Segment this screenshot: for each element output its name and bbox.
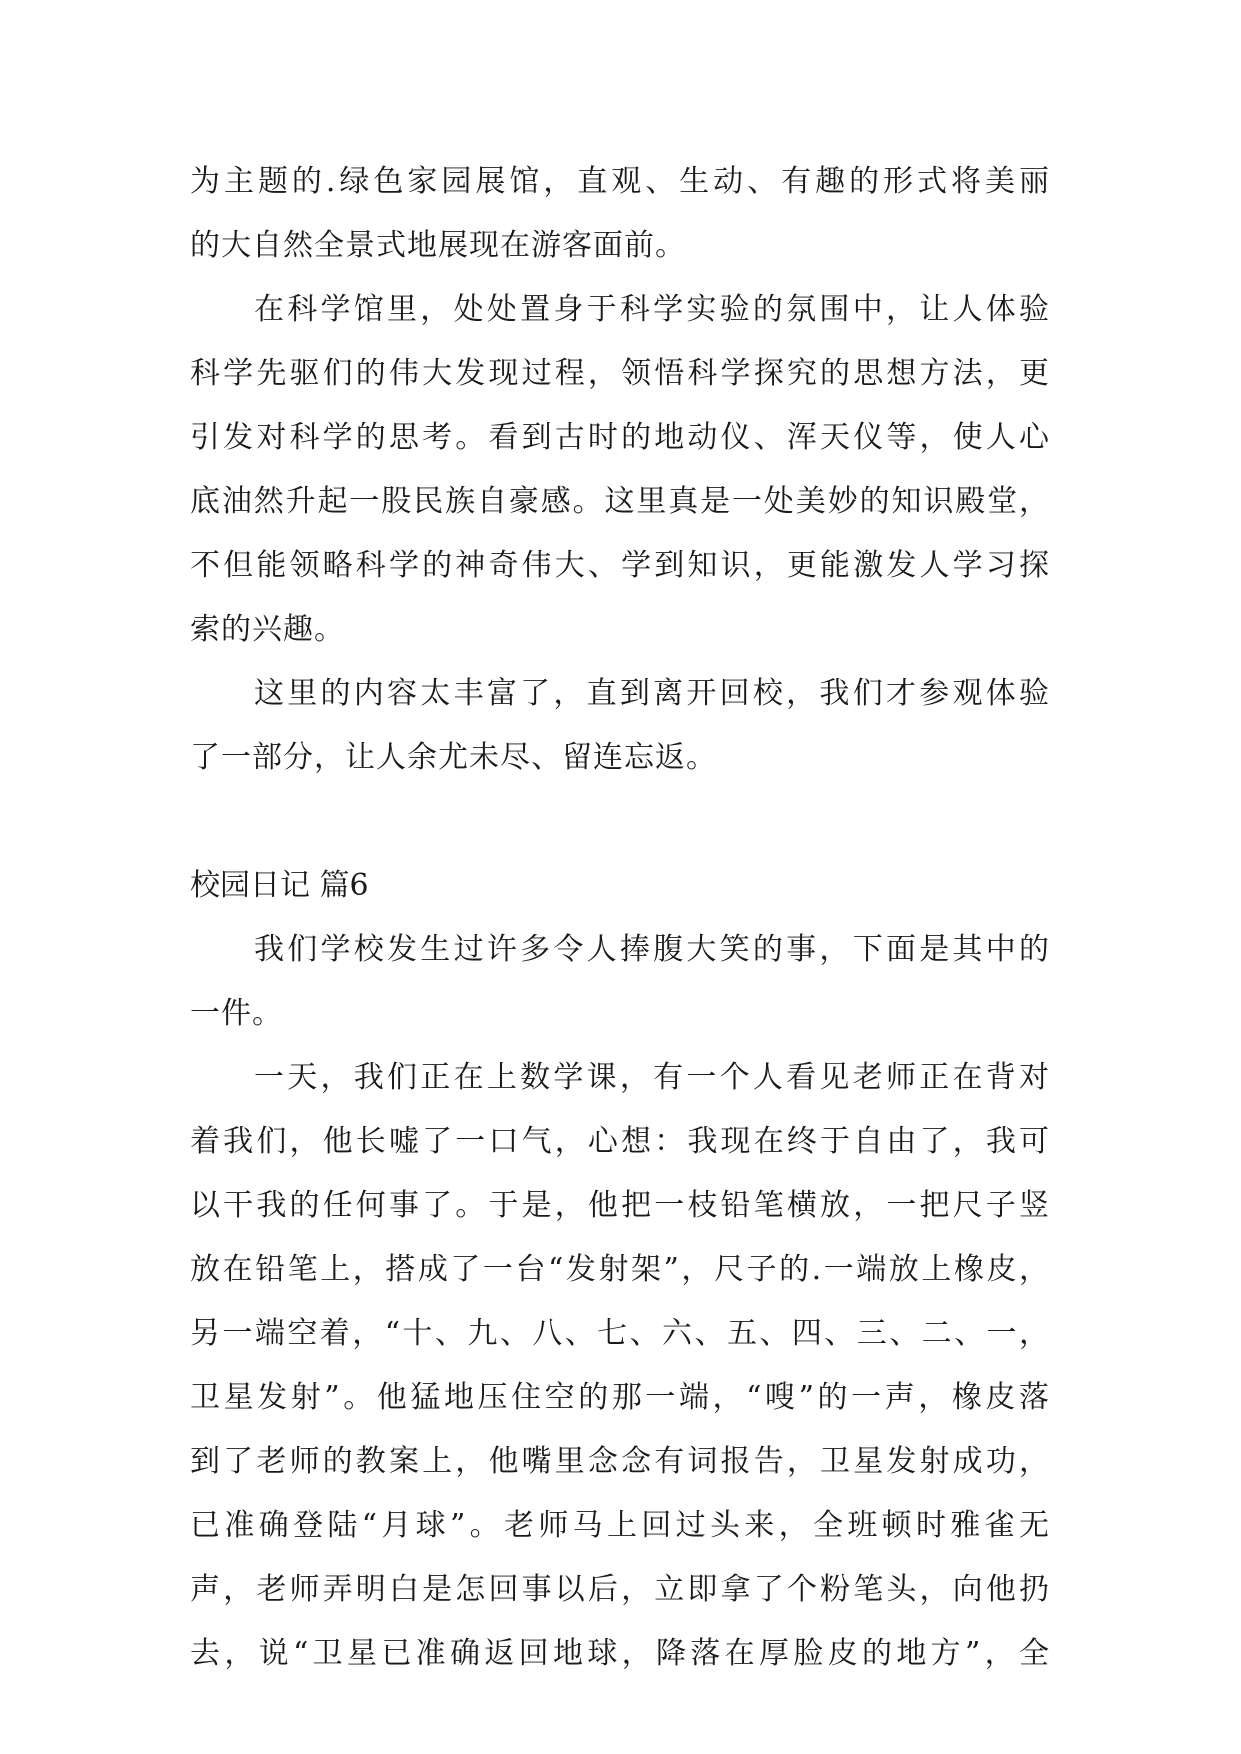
- text-line: 以干我的任何事了。于是，他把一枝铅笔横放，一把尺子竖: [190, 1188, 1050, 1223]
- text-line: 卫星发射”。他猛地压住空的那一端，“嗖”的一声，橡皮落: [190, 1380, 1050, 1415]
- text-line: 科学先驱们的伟大发现过程，领悟科学探究的思想方法，更: [190, 356, 1050, 391]
- text-line: 我们学校发生过许多令人捧腹大笑的事，下面是其中的: [254, 932, 1050, 967]
- paragraph: [190, 918, 1050, 1046]
- text-line: 另一端空着，“十、九、八、七、六、五、四、三、二、一，: [190, 1316, 1050, 1351]
- text-line: 引发对科学的思考。看到古时的地动仪、浑天仪等，使人心: [190, 420, 1050, 455]
- text-line: 的大自然全景式地展现在游客面前。: [190, 228, 686, 263]
- text-line: 在科学馆里，处处置身于科学实验的氛围中，让人体验: [254, 292, 1050, 327]
- paragraph: [190, 1046, 1050, 1686]
- text-line: 不但能领略科学的神奇伟大、学到知识，更能激发人学习探: [190, 548, 1050, 583]
- text-line: 到了老师的教案上，他嘴里念念有词报告，卫星发射成功，: [190, 1444, 1050, 1479]
- text-line: 了一部分，让人余尤未尽、留连忘返。: [190, 740, 717, 775]
- text-line: 一天，我们正在上数学课，有一个人看见老师正在背对: [254, 1060, 1050, 1095]
- text-line: 声，老师弄明白是怎回事以后，立即拿了个粉笔头，向他扔: [190, 1572, 1050, 1607]
- blank-line: [190, 790, 1050, 854]
- text-line: 着我们，他长嘘了一口气，心想：我现在终于自由了，我可: [190, 1124, 1050, 1159]
- text-line: 索的兴趣。: [190, 612, 345, 647]
- text-line: 为主题的.绿色家园展馆，直观、生动、有趣的形式将美丽: [190, 164, 1050, 199]
- paragraph: [190, 278, 1050, 662]
- text-line: 放在铅笔上，搭成了一台“发射架”，尺子的.一端放上橡皮，: [190, 1252, 1050, 1287]
- text-line: 已准确登陆“月球”。老师马上回过头来，全班顿时雅雀无: [190, 1508, 1050, 1543]
- document-page: [190, 150, 1050, 1686]
- text-line: 去，说“卫星已准确返回地球，降落在厚脸皮的地方”，全: [190, 1636, 1050, 1671]
- text-line: 这里的内容太丰富了，直到离开回校，我们才参观体验: [254, 676, 1050, 711]
- paragraph: [190, 150, 1050, 278]
- section-heading: 校园日记 篇6: [190, 868, 369, 903]
- paragraph: [190, 662, 1050, 790]
- text-line: 一件。: [190, 996, 283, 1031]
- text-line: 底油然升起一股民族自豪感。这里真是一处美妙的知识殿堂，: [190, 484, 1050, 519]
